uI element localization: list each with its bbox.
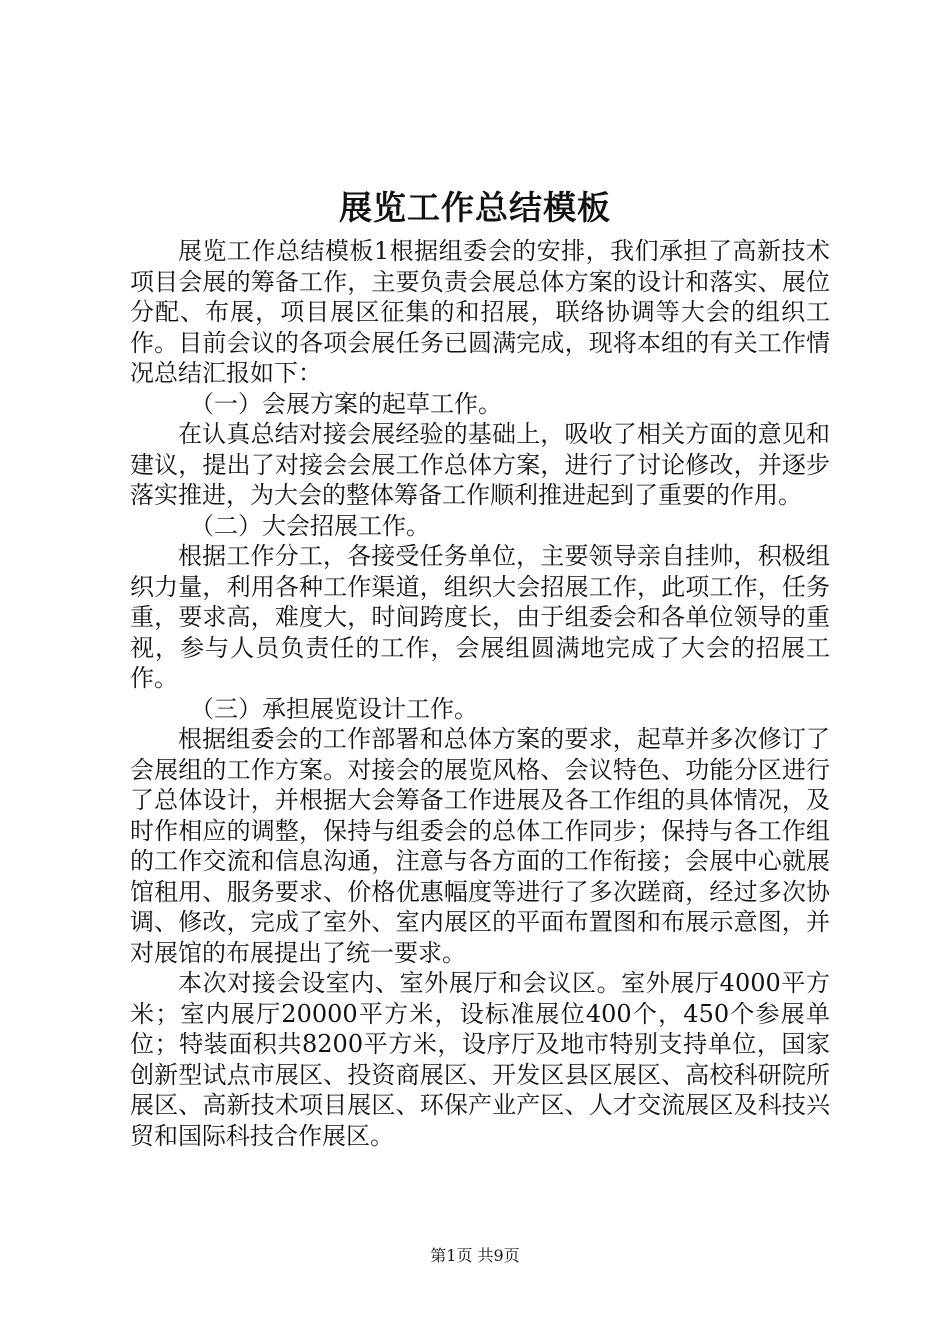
document-body bbox=[130, 236, 830, 1151]
section-heading-2: （二）大会招展工作。 bbox=[190, 511, 430, 540]
paragraph-exhibition-areas: 本次对接会设室内、室外展厅和会议区。室外展厅4000平方米；室内展厅20000平方米，设标准展位400个，450个参展单位；特装面积共8200平方米，设序厅及地市特别支持单位，国家创新型试点市展区、投资商展区、开发区县区展区、高校科研院所展区、高新技术项目展区、环保产业产区、人才交流展区及科技兴贸和国际科技合作展区。 bbox=[130, 969, 830, 1150]
section-heading-1: （一）会展方案的起草工作。 bbox=[190, 389, 502, 418]
document-title: 展览工作总结模板 bbox=[339, 188, 611, 227]
section-heading-3: （三）承担展览设计工作。 bbox=[190, 694, 478, 723]
paragraph-intro: 展览工作总结模板1根据组委会的安排，我们承担了高新技术项目会展的筹备工作，主要负责会展总体方案的设计和落实、展位分配、布展，项目展区征集的和招展，联络协调等大会的组织工作。目前会议的各项会展任务已圆满完成，现将本组的有关工作情况总结汇报如下： bbox=[130, 237, 830, 387]
paragraph-section-2: 根据工作分工，各接受任务单位，主要领导亲自挂帅，积极组织力量，利用各种工作渠道，组织大会招展工作，此项工作，任务重，要求高，难度大，时间跨度长，由于组委会和各单位领导的重视，参与人员负责任的工作，会展组圆满地完成了大会的招展工作。 bbox=[130, 542, 830, 692]
page-footer: 第1页 共9页 bbox=[430, 1246, 520, 1265]
paragraph-section-3: 根据组委会的工作部署和总体方案的要求，起草并多次修订了会展组的工作方案。对接会的展览风格、会议特色、功能分区进行了总体设计，并根据大会筹备工作进展及各工作组的具体情况，及时作相应的调整，保持与组委会的总体工作同步；保持与各工作组的工作交流和信息沟通，注意与各方面的工作衔接；会展中心就展馆租用、服务要求、价格优惠幅度等进行了多次蹉商，经过多次协调、修改，完成了室外、室内展区的平面布置图和布展示意图，并对展馆的布展提出了统一要求。 bbox=[130, 725, 830, 967]
paragraph-section-1: 在认真总结对接会展经验的基础上，吸收了相关方面的意见和建议，提出了对接会会展工作总体方案，进行了讨论修改，并逐步落实推进，为大会的整体筹备工作顺利推进起到了重要的作用。 bbox=[130, 420, 830, 509]
